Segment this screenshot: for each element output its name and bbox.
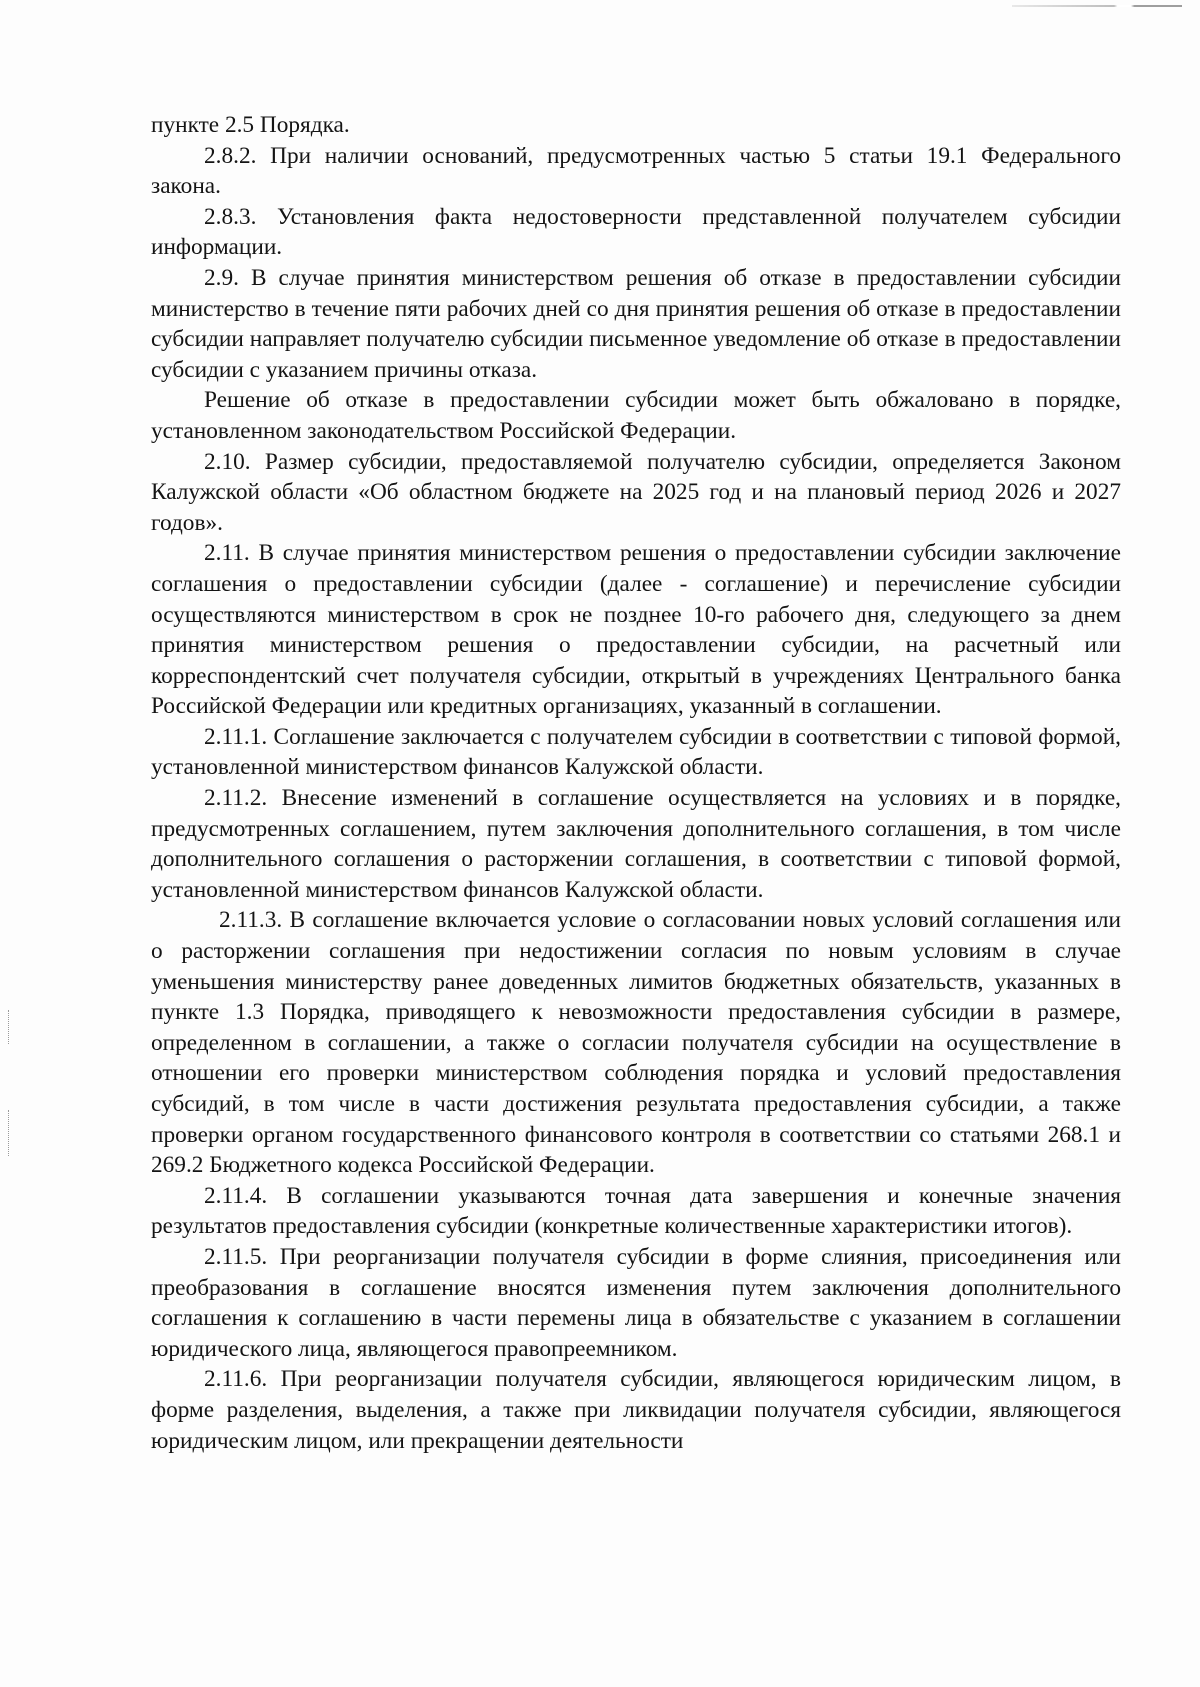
paragraph-2-11-5: 2.11.5. При реорганизации получателя субсидии в форме слияния, присоединения или преобразования в соглашение вносятся изменения путем заключения дополнительного соглашения к соглашению в части перемены лица в обязательстве с указанием в соглашении юридического лица, являющегося правопреемником.: [151, 1243, 1121, 1362]
scan-margin-dots: [8, 1010, 11, 1044]
paragraph-2-11-3: 2.11.3. В соглашение включается условие о согласовании новых условий соглашения или о расторжении соглашения при недостижении согласия по новым условиям в случае уменьшения министерству ранее доведенных лимитов бюджетных обязательств, указанных в пункте 1.3 Порядка, приводящего к невозможности предоставления субсидии в размере, определенном в соглашении, а также о согласии получателя субсидии на осуществление в отношении его проверки министерством соблюдения порядка и условий предоставления субсидий, в том числе в части достижения результата предоставления субсидии, а также проверки органом государственного финансового контроля в соответствии со статьями 268.1 и 269.2 Бюджетного кодекса Российской Федерации.: [151, 907, 1121, 1179]
paragraph-2-11-2: 2.11.2. Внесение изменений в соглашение осуществляется на условиях и в порядке, предусмотренных соглашением, путем заключения дополнительного соглашения, в том числе дополнительного соглашения о расторжении соглашения, в соответствии с типовой формой, установленной министерством финансов Калужской области.: [151, 785, 1121, 903]
document-body: [151, 110, 1121, 1456]
paragraph-2-11-6: 2.11.6. При реорганизации получателя субсидии, являющегося юридическим лицом, в форме разделения, выделения, а также при ликвидации получателя субсидии, являющегося юридическим лицом, или прекращении деятельности: [151, 1366, 1121, 1454]
paragraph-2-8-3: 2.8.3. Установления факта недостоверности представленной получателем субсидии информации.: [151, 203, 1121, 261]
paragraph-continuation: пункте 2.5 Порядка.: [151, 112, 350, 138]
scan-margin-dots: [8, 1110, 11, 1156]
paragraph-2-10: 2.10. Размер субсидии, предоставляемой получателю субсидии, определяется Законом Калужской области «Об областном бюджете на 2025 год и на плановый период 2026 и 2027 годов».: [151, 448, 1121, 536]
paragraph-2-9: 2.9. В случае принятия министерством решения об отказе в предоставлении субсидии министерство в течение пяти рабочих дней со дня принятия решения об отказе в предоставлении субсидии направляет получателю субсидии письменное уведомление об отказе в предоставлении субсидии с указанием причины отказа.: [151, 264, 1121, 383]
paragraph-2-8-2: 2.8.2. При наличии оснований, предусмотренных частью 5 статьи 19.1 Федерального закона.: [151, 142, 1121, 200]
paragraph-2-11: 2.11. В случае принятия министерством решения о предоставлении субсидии заключение соглашения о предоставлении субсидии (далее - соглашение) и перечисление субсидии осуществляются министерством в срок не позднее 10-го рабочего дня, следующего за днем принятия министерством решения о предоставлении субсидии, на расчетный или корреспондентский счет получателя субсидии, открытый в учреждениях Центрального банка Российской Федерации или кредитных организациях, указанный в соглашении.: [151, 540, 1121, 720]
paragraph-2-11-1: 2.11.1. Соглашение заключается с получателем субсидии в соответствии с типовой формой, установленной министерством финансов Калужской области.: [151, 723, 1121, 781]
paragraph-2-11-4: 2.11.4. В соглашении указываются точная дата завершения и конечные значения результатов предоставления субсидии (конкретные количественные характеристики итогов).: [151, 1182, 1121, 1240]
scan-edge-mark: [1012, 5, 1182, 7]
paragraph-appeal: Решение об отказе в предоставлении субсидии может быть обжаловано в порядке, установленном законодательством Российской Федерации.: [151, 387, 1121, 444]
